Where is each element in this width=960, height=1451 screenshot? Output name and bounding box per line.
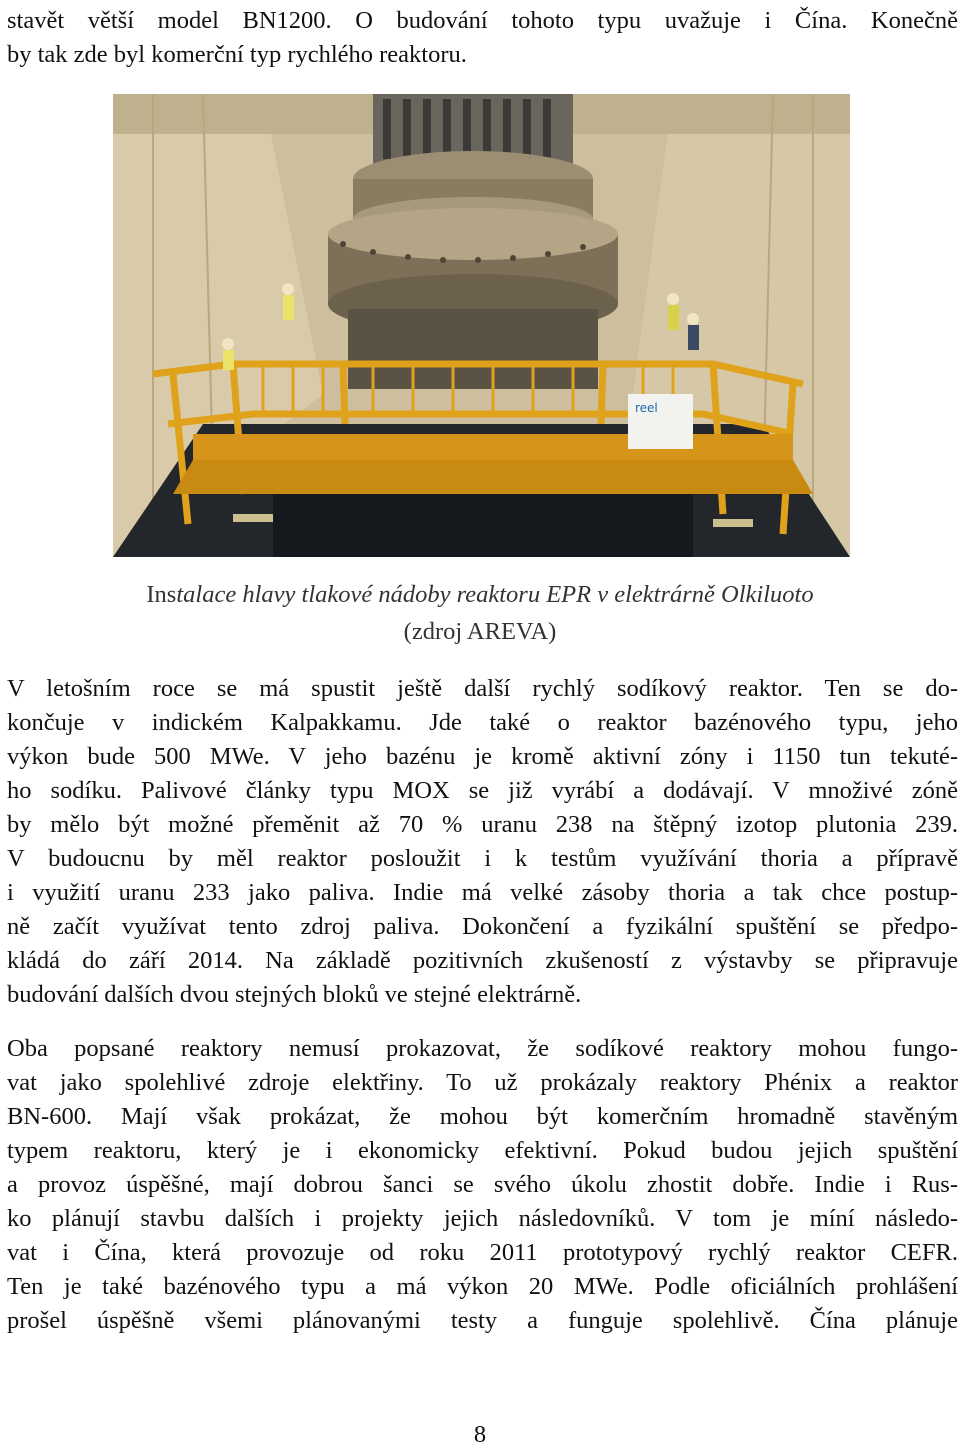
text-line: kládá do září 2014. Na základě pozitivních zkušeností z výstavby se připravuje <box>7 947 958 974</box>
text-line: by mělo být možné přeměnit až 70 % uranu 238 na štěpný izotop plutonia 239. <box>7 811 958 838</box>
text-line: vat jako spolehlivé zdroje elektřiny. To už prokázaly reaktory Phénix a reaktor <box>7 1069 958 1096</box>
text-line: ho sodíku. Palivové články typu MOX se již vyrábí a dodávají. V množivé zóně <box>7 777 958 804</box>
reactor-photo <box>113 94 850 557</box>
text-line: BN-600. Mají však prokázat, že mohou být komerčním hromadně stavěným <box>7 1103 958 1130</box>
text-line: i využití uranu 233 jako paliva. Indie má velké zásoby thoria a tak chce postup- <box>7 879 958 906</box>
text-line: V budoucnu by měl reaktor posloužit i k testům využívání thoria a přípravě <box>7 845 958 872</box>
figure-source: (zdroj AREVA) <box>403 618 557 645</box>
caption-prefix: Ins <box>146 581 177 608</box>
text-line: vat i Čína, která provozuje od roku 2011 prototypový rychlý reaktor CEFR. <box>7 1239 958 1266</box>
text-line: výkon bude 500 MWe. V jeho bazénu je kromě aktivní zóny i 1150 tun tekuté- <box>7 743 958 770</box>
figure-caption <box>0 578 960 612</box>
caption-text: talace hlavy tlakové nádoby reaktoru EPR v elektrárně Olkiluoto <box>176 581 814 608</box>
text-line: a provoz úspěšné, mají dobrou šanci se svého úkolu zhostit dobře. Indie i Rus- <box>7 1171 958 1198</box>
text-line: budování dalších dvou stejných bloků ve stejné elektrárně. <box>7 981 582 1008</box>
text-line: prošel úspěšně všemi plánovanými testy a funguje spolehlivě. Čína plánuje <box>7 1307 958 1334</box>
text-line: ko plánují stavbu dalších i projekty jejich následovníků. V tom je míní následo- <box>7 1205 958 1232</box>
page-number: 8 <box>473 1421 487 1448</box>
text-line: stavět větší model BN1200. O budování tohoto typu uvažuje i Čína. Konečně <box>7 7 958 34</box>
text-line: Oba popsané reaktory nemusí prokazovat, že sodíkové reaktory mohou fungo- <box>7 1035 958 1062</box>
text-line: končuje v indickém Kalpakkamu. Jde také o reaktor bazénového typu, jeho <box>7 709 958 736</box>
text-line: by tak zde byl komerční typ rychlého reaktoru. <box>7 41 467 68</box>
text-line: ně začít využívat tento zdroj paliva. Dokončení a fyzikální spuštění se předpo- <box>7 913 958 940</box>
text-line: Ten je také bazénového typu a má výkon 20 MWe. Podle oficiálních prohlášení <box>7 1273 958 1300</box>
text-line: typem reaktoru, který je i ekonomicky efektivní. Pokud budou jejich spuštění <box>7 1137 958 1164</box>
text-line: V letošním roce se má spustit ještě další rychlý sodíkový reaktor. Ten se do- <box>7 675 958 702</box>
sign-label: reel <box>635 401 658 415</box>
